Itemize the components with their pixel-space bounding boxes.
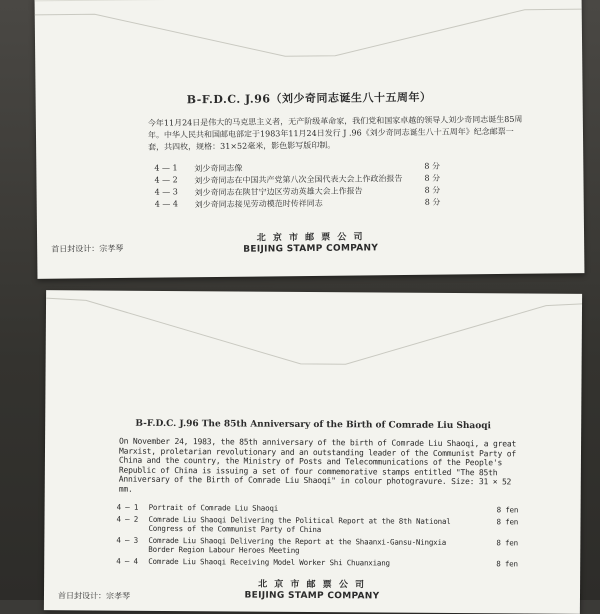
stamp-desc: Comrade Liu Shaoqi Delivering the Report at the Shaanxi-Gansu-Ningxia Border Region Labour Heroes Meeting	[148, 535, 447, 555]
stamp-price: 8 fen	[496, 559, 518, 569]
stamp-row	[116, 557, 536, 570]
cover-description: On November 24, 1983, the 85th anniversary of the birth of Comrade Liu Shaoqi, a great Marxist, proletarian revolutionary and an outstanding leader of the Communist Party of China and the country, the Ministry of Posts and Telecommunications of the People's Republic of China is issuing a set of four commemorative stamps entitled "The 85th Anniversary of the Birth of Comrade Liu Shaoqi" in colour photogravure. Size: 31 × 52 mm.	[118, 436, 517, 494]
publisher-name-en: BEIJING STAMP COMPANY	[243, 243, 379, 255]
stamp-code: 4 — 1	[154, 163, 178, 173]
stamp-desc: 刘少奇同志像	[194, 163, 243, 174]
stamp-price: 8 fen	[496, 505, 519, 515]
stamp-price: 8 分	[424, 173, 441, 183]
stamp-desc: Portrait of Comrade Liu Shaoqi	[148, 502, 279, 513]
stamp-code: 4 — 2	[154, 175, 178, 185]
stamp-price: 8 fen	[496, 538, 518, 548]
publisher-name-cn: 北 京 市 邮 票 公 司	[258, 579, 367, 591]
stamp-desc: 刘少奇同志接见劳动模范时传祥同志	[194, 198, 323, 210]
stamp-desc: 刘少奇同志在陕甘宁边区劳动英雄大会上作报告	[194, 186, 363, 198]
publisher-name-cn: 北 京 市 邮 票 公 司	[256, 232, 365, 244]
stamp-row	[117, 503, 537, 516]
designer-credit: 首日封设计：宗孝琴	[51, 243, 124, 254]
envelope-top	[35, 0, 585, 279]
stamp-row	[116, 515, 536, 538]
stamp-row	[154, 172, 454, 185]
publisher-name-en: BEIJING STAMP COMPANY	[244, 590, 380, 602]
stamp-desc: Comrade Liu Shaoqi Delivering the Political Report at the 8th National Congress of the Communist Party of China	[148, 514, 451, 535]
stamp-row	[155, 184, 455, 197]
envelope-bottom	[44, 290, 582, 614]
stamp-row	[155, 196, 455, 209]
stamp-price: 8 分	[424, 197, 441, 207]
stamp-code: 4 — 4	[154, 199, 179, 209]
stamp-price: 8 fen	[496, 517, 519, 527]
stamp-code: 4 — 3	[154, 187, 178, 197]
stamp-price: 8 分	[424, 161, 441, 171]
stamp-row	[154, 160, 454, 173]
stamp-desc: Comrade Liu Shaoqi Receiving Model Worker Shi Chuanxiang	[148, 556, 390, 568]
cover-title: B-F.D.C. J.96（刘少奇同志诞生八十五周年）	[186, 90, 432, 107]
stamp-row	[116, 536, 536, 559]
stamp-code: 4 — 2	[116, 514, 139, 524]
envelope-flap	[35, 0, 583, 87]
cover-description: 今年11月24日是伟大的马克思主义者，无产阶级革命家，我们党和国家卓越的领导人刘少奇同志诞生85周年。中华人民共和国邮电部定于1983年11月24日发行 J .96《刘少奇同志诞生八十五周年》纪念邮票一套，共四枚，规格：31×52毫米，影色影写版印制。	[147, 114, 523, 152]
envelope-flap	[45, 290, 582, 394]
stamp-code: 4 — 3	[116, 535, 138, 545]
stamp-code: 4 — 1	[116, 502, 139, 512]
stamp-price: 8 分	[424, 185, 441, 195]
cover-title: B-F.D.C. J.96 The 85th Anniversary of the Birth of Comrade Liu Shaoqi	[135, 418, 492, 432]
stamp-desc: 刘少奇同志在中国共产党第八次全国代表大会上作政治报告	[194, 174, 403, 186]
stamp-code: 4 — 4	[116, 556, 138, 566]
designer-credit: 首日封设计：宗孝琴	[57, 591, 131, 601]
